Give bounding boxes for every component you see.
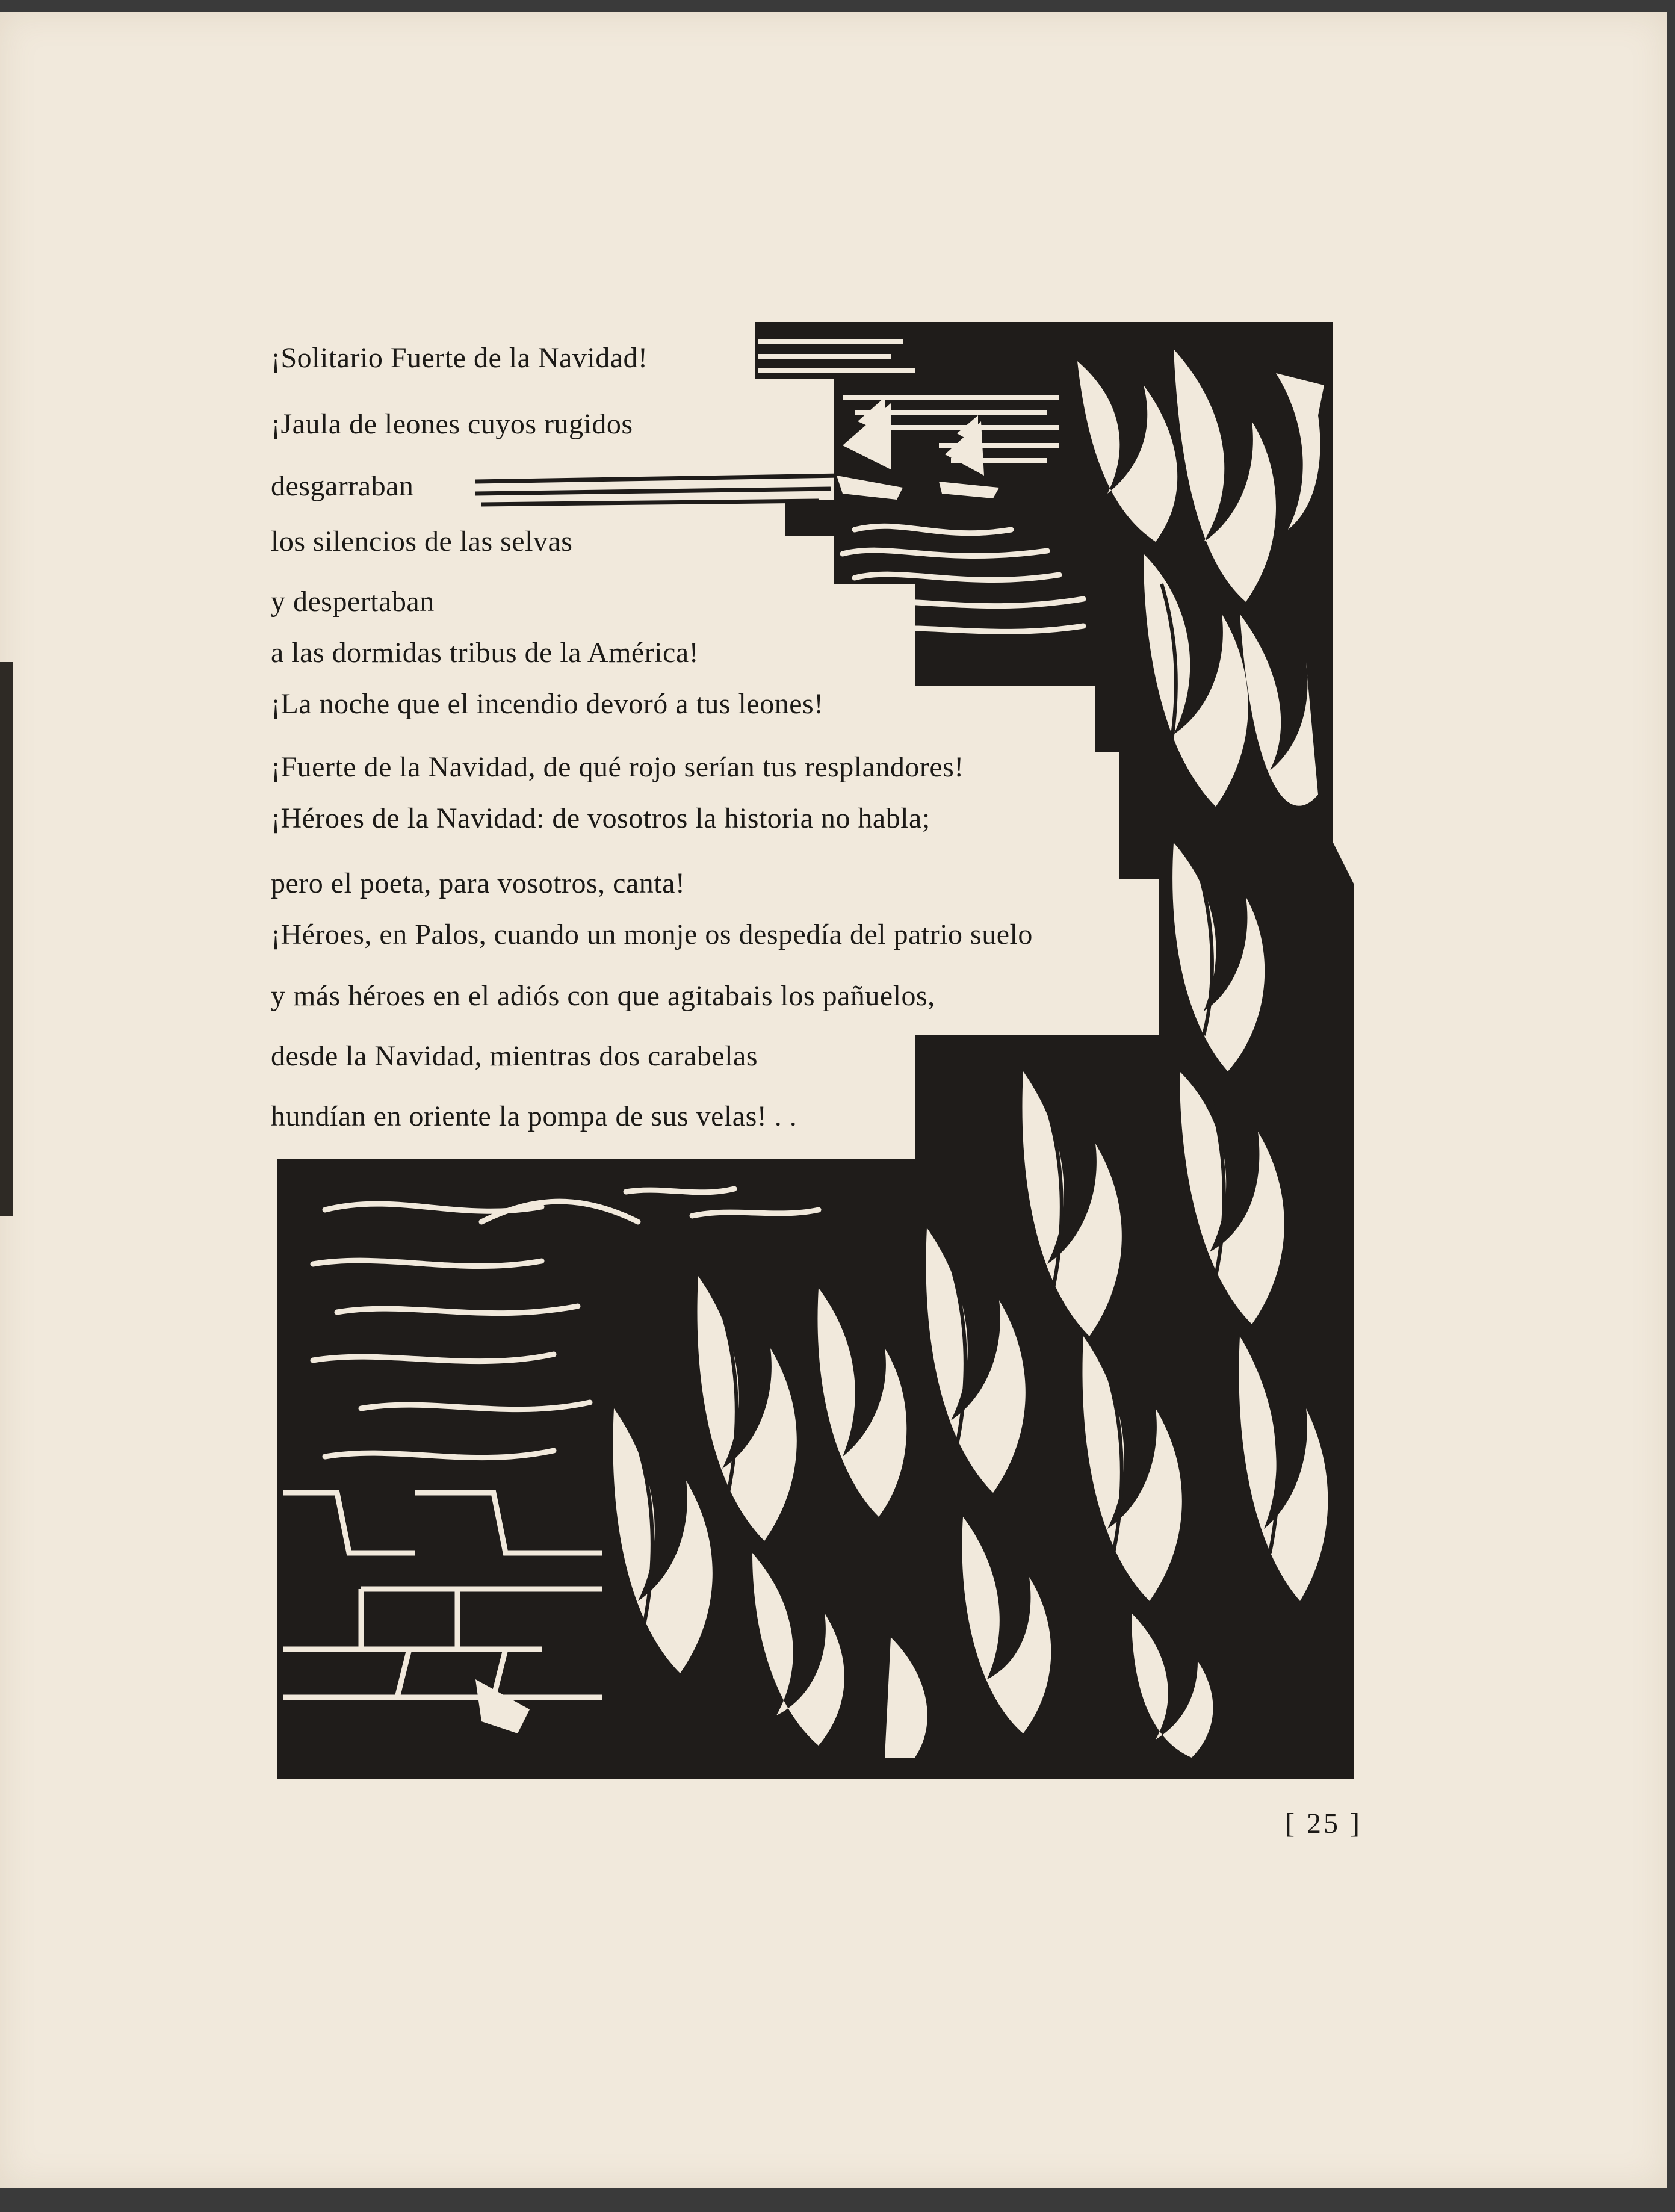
poem-line: a las dormidas tribus de la América! xyxy=(271,637,699,669)
poem-line: ¡Héroes de la Navidad: de vosotros la historia no habla; xyxy=(271,802,930,834)
poem-line: los silencios de las selvas xyxy=(271,525,573,557)
poem-line: ¡Jaula de leones cuyos rugidos xyxy=(271,408,633,440)
page-number: [ 25 ] xyxy=(1285,1808,1362,1839)
poem-text xyxy=(0,12,1675,2212)
poem-line: ¡La noche que el incendio devoró a tus leones! xyxy=(271,688,824,720)
poem-line: ¡Héroes, en Palos, cuando un monje os despedía del patrio suelo xyxy=(271,919,1033,950)
poem-line: y despertaban xyxy=(271,586,435,618)
poem-line: ¡Fuerte de la Navidad, de qué rojo serían tus resplandores! xyxy=(271,751,964,783)
poem-line: hundían en oriente la pompa de sus velas! . . xyxy=(271,1100,797,1132)
poem-line: y más héroes en el adiós con que agitabais los pañuelos, xyxy=(271,980,935,1012)
book-page xyxy=(0,12,1667,2188)
poem-line: pero el poeta, para vosotros, canta! xyxy=(271,867,686,899)
poem-line: ¡Solitario Fuerte de la Navidad! xyxy=(271,342,648,374)
poem-line: desgarraban xyxy=(271,470,414,502)
poem-line: desde la Navidad, mientras dos carabelas xyxy=(271,1040,758,1072)
